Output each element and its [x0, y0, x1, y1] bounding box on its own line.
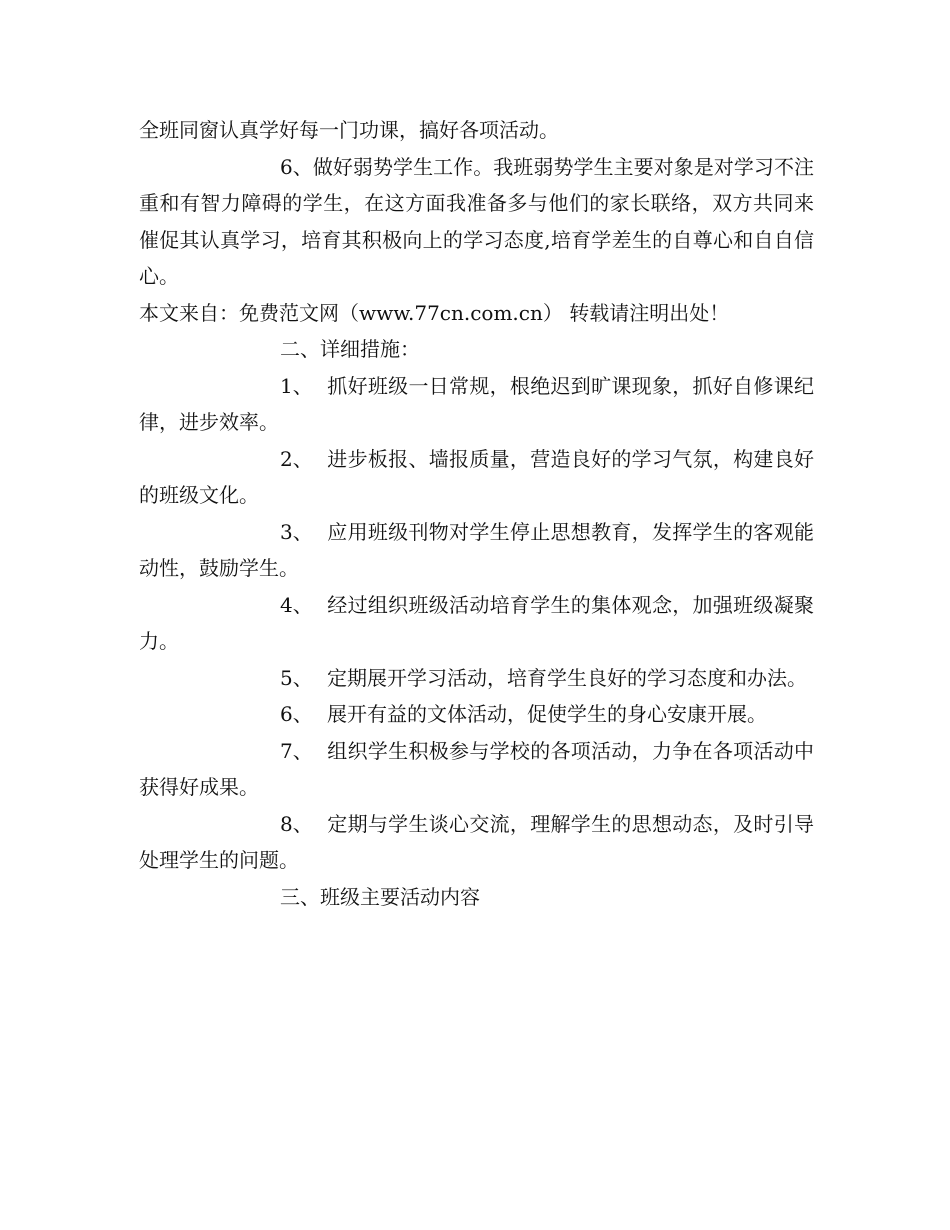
source-notice: 本文来自：免费范文网（www.77cn.com.cn） 转载请注明出处！: [139, 300, 730, 325]
item-number: 7、: [280, 738, 313, 763]
measure-item-4: [139, 587, 814, 660]
measure-item-1: [139, 368, 814, 441]
item-number: 2、: [280, 446, 313, 471]
item-number: 1、: [280, 373, 313, 398]
measure-item-5: [139, 660, 814, 697]
measure-item-2: [139, 441, 814, 514]
item-text: 经过组织班级活动培育学生的集体观念，加强班级凝聚力。: [139, 592, 814, 653]
paragraph-continuation: 全班同窗认真学好每一门功课，搞好各项活动。: [139, 118, 559, 142]
item-text: 组织学生积极参与学校的各项活动，力争在各项活动中获得好成果。: [139, 738, 814, 799]
item-number: 4、: [280, 592, 313, 617]
item-number: 3、: [280, 519, 313, 544]
measure-item-3: [139, 514, 814, 587]
document-body: [139, 112, 814, 915]
item-text: 展开有益的文体活动，促使学生的身心安康开展。: [327, 702, 767, 726]
section-heading-activities: 三、班级主要活动内容: [280, 884, 480, 909]
item-text: 进步板报、墙报质量，营造良好的学习气氛，构建良好的班级文化。: [139, 446, 814, 507]
item-text: 应用班级刊物对学生停止思想教育，发挥学生的客观能动性，鼓励学生。: [139, 519, 814, 580]
paragraph-weak-students: 6、做好弱势学生工作。我班弱势学生主要对象是对学习不注重和有智力障碍的学生，在这方面我准备多与他们的家长联络，双方共同来催促其认真学习，培育其积极向上的学习态度,培育学差生的自尊心和自自信心。: [139, 154, 814, 288]
item-text: 定期与学生谈心交流，理解学生的思想动态，及时引导处理学生的问题。: [139, 811, 814, 872]
item-text: 抓好班级一日常规，根绝迟到旷课现象，抓好自修课纪律，进步效率。: [139, 373, 814, 434]
measure-item-8: [139, 806, 814, 879]
measure-item-7: [139, 733, 814, 806]
item-number: 5、: [280, 665, 313, 690]
section-heading-measures: 二、详细措施：: [280, 337, 420, 361]
item-number: 8、: [280, 811, 313, 836]
item-number: 6、: [280, 702, 313, 726]
measure-item-6: [139, 696, 814, 733]
item-text: 定期展开学习活动，培育学生良好的学习态度和办法。: [327, 665, 807, 690]
